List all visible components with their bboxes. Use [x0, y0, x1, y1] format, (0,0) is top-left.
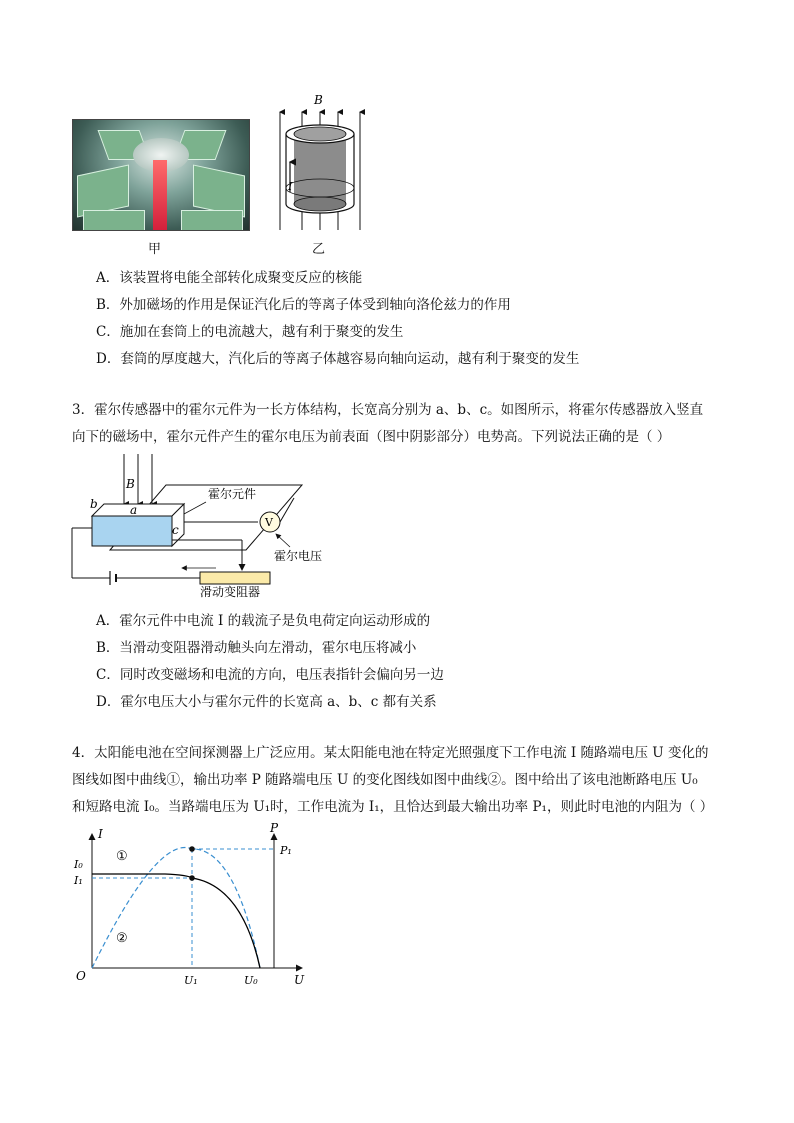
curve-2-label: ② [116, 931, 128, 946]
hall-b-dim-label: b [90, 497, 98, 511]
curve-1-label: ① [116, 849, 128, 864]
fusion-device-photo [72, 119, 250, 231]
q4-stem-line-3: 和短路电流 I₀。当路端电压为 U₁时，工作电流为 I₁，且恰达到最大输出功率 P₁，则此时电池的内阻为（ ） [72, 799, 714, 815]
figure-yi-caption: 乙 [312, 242, 326, 257]
q3-stem-line-1: 3．霍尔传感器中的霍尔元件为一长方体结构，长宽高分别为 a、b、c。如图所示，将霍尔传感器放入竖直 [72, 402, 704, 418]
q2-option-b: B．外加磁场的作用是保证汽化后的等离子体受到轴向洛伦兹力的作用 [96, 297, 511, 313]
hall-element-label: 霍尔元件 [208, 487, 257, 501]
q3-stem-line-2: 向下的磁场中，霍尔元件产生的霍尔电压为前表面（图中阴影部分）电势高。下列说法正确的是（ ） [72, 429, 671, 445]
i-axis-label: I [98, 827, 103, 841]
hall-a-label: a [130, 503, 138, 517]
u-axis-label: U [294, 973, 305, 987]
solar-cell-graph [70, 822, 320, 992]
u1-label: U₁ [184, 974, 198, 987]
q3-option-c: C．同时改变磁场和电流的方向，电压表指针会偏向另一边 [96, 667, 444, 683]
hall-b-label: B [126, 477, 135, 491]
curve-2-power [92, 847, 260, 968]
q2-option-a: A．该装置将电能全部转化成聚变反应的核能 [96, 270, 363, 286]
rheostat-label: 滑动变阻器 [200, 585, 261, 599]
i0-label: I₀ [74, 858, 83, 871]
p1-label: P₁ [280, 844, 292, 857]
q3-option-a: A．霍尔元件中电流 I 的载流子是负电荷定向运动形成的 [96, 613, 431, 629]
current-i-label: I [288, 180, 293, 193]
q4-stem-line-2: 图线如图中曲线①，输出功率 P 随路端电压 U 的变化图线如图中曲线②。图中给出了该电池断路电压 U₀ [72, 772, 698, 788]
hall-sensor-diagram [66, 450, 346, 602]
q3-option-b: B．当滑动变阻器滑动触头向左滑动，霍尔电压将减小 [96, 640, 417, 656]
u0-label: U₀ [244, 974, 258, 987]
hall-voltage-label: 霍尔电压 [274, 549, 323, 563]
field-b-label: B [314, 93, 323, 107]
working-point [189, 875, 195, 881]
q3-option-d: D．霍尔电压大小与霍尔元件的长宽高 a、b、c 都有关系 [96, 694, 437, 710]
figure-jia-caption: 甲 [148, 242, 162, 257]
origin-label: O [76, 969, 86, 983]
p-axis-label: P [270, 822, 279, 835]
q4-stem-line-1: 4．太阳能电池在空间探测器上广泛应用。某太阳能电池在特定光照强度下工作电流 I 随路端电压 U 变化的 [72, 745, 709, 761]
curve-1-current [92, 874, 260, 968]
hall-c-label: c [172, 523, 179, 537]
max-power-point [189, 846, 195, 852]
figure-yi-sleeve-diagram [272, 92, 382, 234]
q2-option-c: C．施加在套筒上的电流越大，越有利于聚变的发生 [96, 324, 404, 340]
i1-label: I₁ [74, 874, 83, 887]
q2-option-d: D．套筒的厚度越大，汽化后的等离子体越容易向轴向运动，越有利于聚变的发生 [96, 351, 580, 367]
voltmeter-v-label: V [265, 516, 273, 529]
